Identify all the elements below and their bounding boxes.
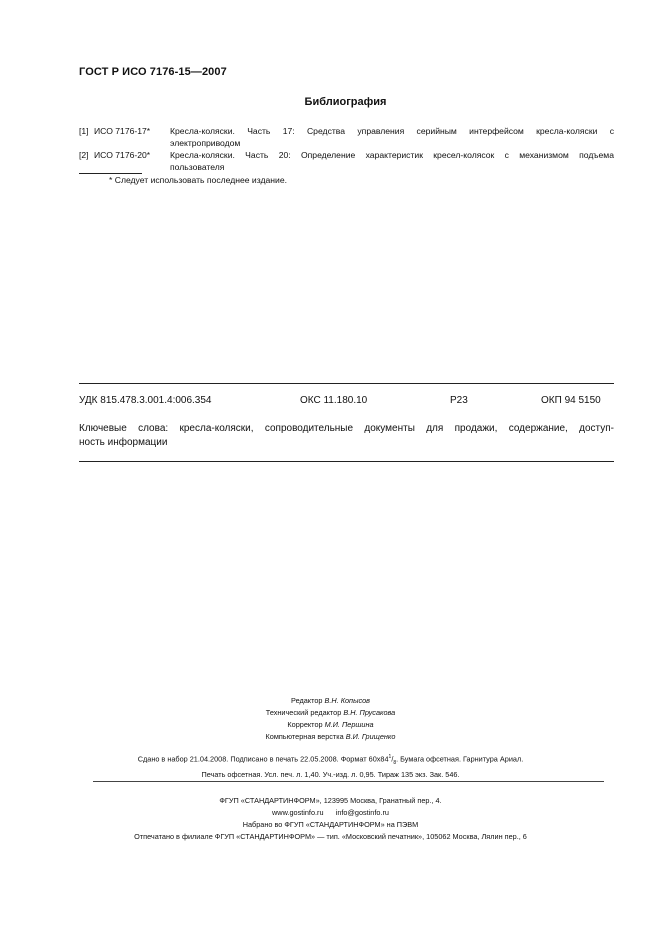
keywords <box>79 422 614 450</box>
credit-line <box>0 707 661 719</box>
format-fraction-denominator: 8 <box>393 759 397 766</box>
oks-code: ОКС 11.180.10 <box>300 395 368 406</box>
bibliography-entry <box>79 125 614 149</box>
section-divider <box>79 461 614 462</box>
credit-name: В.Н. Прусакова <box>343 708 396 717</box>
credit-role: Редактор <box>291 696 323 705</box>
ref-code: ИСО 7176-20* <box>94 150 151 160</box>
credit-name: М.И. Першина <box>324 720 374 729</box>
publisher-email[interactable]: info@gostinfo.ru <box>335 808 389 817</box>
ref-number: [1] <box>79 126 89 136</box>
publisher-website[interactable]: www.gostinfo.ru <box>272 808 324 817</box>
credits-block <box>0 695 661 743</box>
typeset-info: Набрано во ФГУП «СТАНДАРТИНФОРМ» на ПЭВМ <box>242 820 419 829</box>
keywords-line: ность информации <box>79 437 168 448</box>
okp-code: ОКП 94 5150 <box>541 395 601 406</box>
publisher-block <box>0 795 661 843</box>
credit-role: Технический редактор <box>265 708 342 717</box>
print-info-line: Печать офсетная. Усл. печ. л. 1,40. Уч.-изд. л. 0,95. Тираж 135 экз. Зак. 546. <box>201 769 460 779</box>
bibliography-entry <box>79 149 614 173</box>
print-info-line: Сдано в набор 21.04.2008. Подписано в печать 22.05.2008. Формат $60х84^1/_8$. Бумага офсетная. Гарнитура Ариал. <box>137 754 524 766</box>
udk-code: УДК 815.478.3.001.4:006.354 <box>79 395 212 406</box>
footnote-divider <box>79 173 142 174</box>
ref-text-line: Кресла-коляски. Часть 17: Средства управления серийным интерфейсом кресла-коляски с <box>170 126 614 136</box>
ref-code: ИСО 7176-17* <box>94 126 151 136</box>
bibliography-title: Библиография <box>304 96 387 108</box>
section-divider <box>79 383 614 384</box>
keywords-line: Ключевые слова: кресла-коляски, сопроводительные документы для продажи, содержание, доступ- <box>79 423 614 434</box>
footnote: * Следует использовать последнее издание. <box>109 175 287 185</box>
publisher-contacts <box>0 807 661 819</box>
credit-line <box>0 695 661 707</box>
print-info-text: Сдано в набор 21.04.2008. Подписано в печать 22.05.2008. Формат 60х84 <box>137 754 389 764</box>
credit-role: Компьютерная верстка <box>265 732 344 741</box>
credit-name: В.И. Грищенко <box>345 732 396 741</box>
ref-number: [2] <box>79 150 89 160</box>
format-fraction-numerator: 1 <box>388 754 392 760</box>
print-info-text: . Бумага офсетная. Гарнитура Ариал. <box>396 754 524 764</box>
ref-text-line: Кресла-коляски. Часть 20: Определение характеристик кресел-колясок с механизмом подъема <box>170 150 614 160</box>
credit-line <box>0 719 661 731</box>
print-info <box>0 751 661 781</box>
document-header: ГОСТ Р ИСО 7176-15—2007 <box>79 66 227 78</box>
printed-at-info: Отпечатано в филиале ФГУП «СТАНДАРТИНФОРМ» — тип. «Московский печатник», 105062 Москва, Лялин пер., 6 <box>134 832 527 841</box>
publisher-address: ФГУП «СТАНДАРТИНФОРМ», 123995 Москва, Гранатный пер., 4. <box>219 796 442 805</box>
ref-text-line: пользователя <box>170 162 225 172</box>
credit-role: Корректор <box>287 720 323 729</box>
group-code: Р23 <box>450 395 468 406</box>
ref-text-line: электроприводом <box>170 138 241 148</box>
credit-name: В.Н. Копысов <box>324 696 370 705</box>
publisher-divider <box>93 781 604 782</box>
credit-line <box>0 731 661 743</box>
